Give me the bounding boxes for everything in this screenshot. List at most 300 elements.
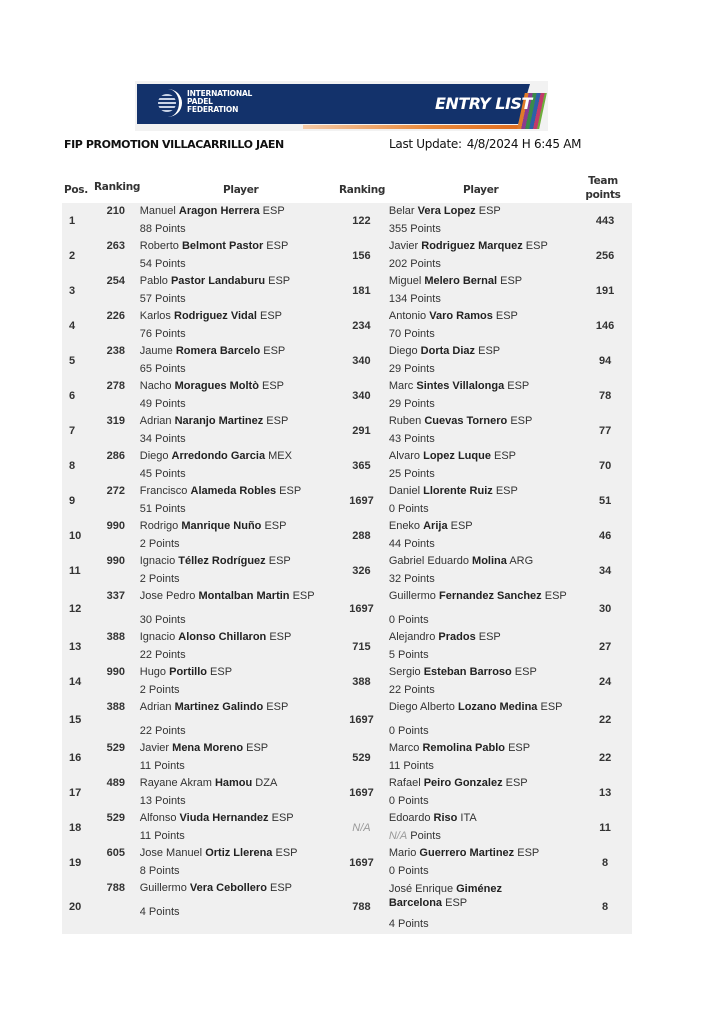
player1-last-name: Mena Moreno	[172, 742, 244, 754]
team-points-value: 94	[598, 354, 612, 367]
player2-points	[389, 793, 578, 811]
team-points-value: 34	[598, 564, 612, 577]
player1-nationality: ESP	[263, 240, 289, 252]
player2-name	[389, 343, 578, 361]
player1-name	[140, 740, 334, 758]
position-value: 4	[69, 319, 76, 332]
team-points	[578, 810, 632, 845]
player1-cell	[138, 308, 334, 343]
player2-first-name: Sergio	[388, 666, 424, 678]
position-value: 6	[69, 389, 76, 402]
player2-points	[389, 612, 578, 630]
player2-cell	[389, 448, 578, 483]
player2-cell	[389, 273, 578, 308]
player2-name	[389, 203, 578, 221]
team-points	[578, 203, 632, 238]
player2-name	[389, 588, 578, 606]
position-cell	[62, 629, 94, 664]
player1-nationality: ESP	[259, 205, 285, 217]
table-row	[62, 238, 632, 273]
player2-first-name: Alejandro	[388, 631, 439, 643]
player2-cell	[389, 413, 578, 448]
team-points-value: 46	[598, 529, 612, 542]
player1-cell	[138, 553, 334, 588]
player1-ranking-value: 990	[106, 555, 125, 567]
position-cell	[62, 810, 94, 845]
player2-nationality: ESP	[492, 310, 518, 322]
team-points-value: 22	[598, 751, 612, 764]
player2-cell	[389, 775, 578, 810]
player1-ranking	[94, 273, 138, 308]
player2-ranking-value: 326	[352, 564, 371, 577]
player2-cell	[389, 238, 578, 273]
player1-ranking	[94, 699, 138, 740]
player1-nationality: ESP	[266, 882, 292, 894]
player1-ranking	[94, 810, 138, 845]
player1-last-name: Hamou	[214, 777, 253, 789]
position-cell	[62, 483, 94, 518]
player1-points-text: 57 Points	[139, 292, 186, 305]
team-points	[578, 273, 632, 308]
position-cell	[62, 308, 94, 343]
player1-nationality: ESP	[266, 631, 292, 643]
table-row	[62, 880, 632, 934]
team-points	[578, 238, 632, 273]
table-row	[62, 448, 632, 483]
player2-points-text: 355 Points	[388, 222, 441, 235]
player2-cell	[389, 740, 578, 775]
table-row	[62, 664, 632, 699]
table-row	[62, 413, 632, 448]
team-points-value: 8	[602, 856, 609, 869]
player2-cell	[389, 629, 578, 664]
player1-points	[140, 793, 334, 811]
player1-ranking-value: 272	[106, 485, 125, 497]
player2-ranking	[334, 483, 389, 518]
player2-points	[389, 466, 578, 484]
player2-nationality: ESP	[442, 897, 468, 909]
player1-name	[140, 699, 334, 717]
player2-first-name: Eneko	[388, 520, 424, 532]
team-points	[578, 664, 632, 699]
player2-points-text: 43 Points	[388, 432, 435, 445]
player2-points	[389, 431, 578, 449]
player1-name	[140, 448, 334, 466]
team-points	[578, 413, 632, 448]
player2-points	[389, 916, 578, 934]
team-points	[578, 740, 632, 775]
player2-first-name: Diego	[388, 345, 421, 357]
header-ranking-1: Ranking	[94, 181, 141, 193]
player1-points-text: 88 Points	[139, 222, 186, 235]
player1-points	[140, 501, 334, 519]
player2-points	[389, 647, 578, 665]
team-points	[578, 699, 632, 740]
player2-points-text: 25 Points	[388, 467, 435, 480]
player2-ranking-value: 529	[352, 751, 371, 764]
position-cell	[62, 343, 94, 378]
player2-cell	[389, 664, 578, 699]
player2-cell	[389, 483, 578, 518]
player2-name	[389, 553, 578, 571]
player1-points-text: 45 Points	[139, 467, 186, 480]
player2-last-name: Barcelona	[388, 897, 443, 909]
fip-logo-icon	[155, 89, 183, 119]
player1-name	[140, 203, 334, 221]
position-cell	[62, 740, 94, 775]
table-row	[62, 553, 632, 588]
team-points	[578, 880, 632, 934]
player1-first-name: Javier	[139, 742, 173, 754]
player2-nationality: ESP	[475, 631, 501, 643]
player1-cell	[138, 483, 334, 518]
player1-last-name: Téllez Rodríguez	[178, 555, 266, 567]
position-cell	[62, 699, 94, 740]
last-update-label: Last Update:	[389, 137, 462, 151]
player1-cell	[138, 880, 334, 934]
player2-first-name: Marc	[388, 380, 417, 392]
position-value: 16	[69, 751, 82, 764]
player2-name	[389, 483, 578, 501]
player2-last-name: Cuevas Tornero	[424, 415, 508, 427]
player2-nationality: ESP	[502, 777, 528, 789]
team-points-value: 8	[602, 900, 609, 913]
player2-nationality: ESP	[511, 666, 537, 678]
header-player-2: Player	[463, 184, 499, 196]
team-points	[578, 553, 632, 588]
team-points	[578, 775, 632, 810]
player1-nationality: ESP	[276, 485, 302, 497]
player1-last-name: Moragues Moltò	[174, 380, 259, 392]
player2-name	[389, 238, 578, 256]
player2-cell	[389, 880, 578, 934]
player1-nationality: ESP	[243, 742, 269, 754]
player1-ranking-value: 278	[106, 380, 125, 392]
player1-points	[140, 466, 334, 484]
player2-first-name: Belar	[388, 205, 418, 217]
team-points	[578, 448, 632, 483]
banner-orange-stripe	[303, 125, 531, 129]
position-value: 5	[69, 354, 76, 367]
player1-ranking-value: 788	[106, 882, 125, 894]
player2-last-name: Giménez	[456, 883, 502, 895]
team-points	[578, 483, 632, 518]
player2-nationality: ESP	[522, 240, 548, 252]
player1-first-name: Rodrigo	[139, 520, 182, 532]
player1-first-name: Alfonso	[139, 812, 180, 824]
player1-points-text: 54 Points	[139, 257, 186, 270]
entry-list-table	[62, 203, 632, 934]
player1-nationality: MEX	[265, 450, 292, 462]
player1-last-name: Vera Cebollero	[189, 882, 267, 894]
team-points	[578, 518, 632, 553]
position-value: 1	[69, 214, 76, 227]
player1-last-name: Romera Barcelo	[175, 345, 261, 357]
player1-points-text: 65 Points	[139, 362, 186, 375]
player1-ranking	[94, 775, 138, 810]
player1-name	[140, 413, 334, 431]
player1-last-name: Manrique Nuño	[181, 520, 262, 532]
player1-first-name: Manuel	[139, 205, 179, 217]
player2-last-name: Remolina Pablo	[422, 742, 506, 754]
player1-last-name: Viuda Hernandez	[179, 812, 269, 824]
player2-points-label: Points	[407, 829, 441, 842]
player1-name	[140, 880, 334, 898]
position-value: 9	[69, 494, 76, 507]
player2-ranking	[334, 664, 389, 699]
player2-name	[389, 273, 578, 291]
player2-points-text: 0 Points	[388, 724, 429, 737]
player2-nationality: ESP	[497, 275, 523, 287]
player1-points	[140, 431, 334, 449]
player1-last-name: Pastor Landaburu	[170, 275, 266, 287]
team-points-value: 443	[595, 214, 615, 227]
player2-cell	[389, 378, 578, 413]
player2-last-name: Riso	[433, 812, 458, 824]
player2-last-name: Melero Bernal	[424, 275, 498, 287]
position-cell	[62, 518, 94, 553]
player2-name	[389, 880, 578, 910]
player1-name	[140, 238, 334, 256]
player2-nationality: ESP	[505, 742, 531, 754]
player1-cell	[138, 629, 334, 664]
player2-ranking-value: 1697	[349, 786, 374, 799]
player2-ranking	[334, 699, 389, 740]
player1-first-name: Adrian	[139, 701, 175, 713]
player1-last-name: Alonso Chillaron	[178, 631, 267, 643]
fip-logo-text	[187, 90, 252, 114]
player1-nationality: ESP	[263, 701, 289, 713]
player1-ranking	[94, 483, 138, 518]
player1-points-text: 8 Points	[139, 864, 180, 877]
player2-name	[389, 629, 578, 647]
table-row	[62, 740, 632, 775]
player1-first-name: Jaume	[139, 345, 176, 357]
player1-cell	[138, 413, 334, 448]
player1-points-text: 2 Points	[139, 572, 180, 585]
logo-line: FEDERATION	[187, 105, 239, 114]
player1-ranking-value: 990	[106, 666, 125, 678]
player1-points	[140, 326, 334, 344]
player1-first-name: Adrian	[139, 415, 175, 427]
player2-ranking-value: 1697	[349, 494, 374, 507]
position-cell	[62, 378, 94, 413]
position-cell	[62, 880, 94, 934]
team-points-value: 51	[598, 494, 612, 507]
player2-last-name: Vera Lopez	[417, 205, 476, 217]
player2-nationality: ESP	[447, 520, 473, 532]
position-cell	[62, 845, 94, 880]
player1-ranking-value: 337	[106, 590, 125, 602]
player1-nationality: ESP	[260, 345, 286, 357]
player1-name	[140, 629, 334, 647]
table-row	[62, 588, 632, 629]
player2-first-name: Ruben	[388, 415, 425, 427]
player1-ranking	[94, 378, 138, 413]
player1-points-text: 13 Points	[139, 794, 186, 807]
player1-points-text: 49 Points	[139, 397, 186, 410]
player2-points	[389, 536, 578, 554]
player2-first-name: Diego Alberto	[388, 701, 458, 713]
player2-nationality: ESP	[492, 485, 518, 497]
player1-points-text: 4 Points	[139, 905, 180, 918]
player2-ranking-value: 234	[352, 319, 371, 332]
player2-nationality: ESP	[541, 590, 567, 602]
player2-ranking-value: 156	[352, 249, 371, 262]
player1-cell	[138, 343, 334, 378]
player2-name	[389, 664, 578, 682]
player1-points-text: 2 Points	[139, 537, 180, 550]
table-row	[62, 775, 632, 810]
player1-points	[140, 828, 334, 846]
player2-points-text: 134 Points	[388, 292, 441, 305]
team-points	[578, 845, 632, 880]
player2-nationality: ESP	[475, 205, 501, 217]
player2-first-name: Edoardo	[388, 812, 434, 824]
position-value: 20	[69, 900, 82, 913]
table-row	[62, 343, 632, 378]
player2-first-name: Daniel	[388, 485, 424, 497]
player1-nationality: ESP	[263, 415, 289, 427]
player2-ranking	[334, 203, 389, 238]
player2-nationality: ITA	[457, 812, 477, 824]
player2-ranking	[334, 810, 389, 845]
player1-ranking-value: 388	[106, 701, 125, 713]
player1-points	[140, 682, 334, 700]
team-points-value: 24	[598, 675, 612, 688]
player2-ranking	[334, 588, 389, 629]
player2-nationality: ARG	[506, 555, 534, 567]
player1-name	[140, 378, 334, 396]
player1-ranking-value: 286	[106, 450, 125, 462]
logo-line: INTERNATIONAL	[187, 89, 253, 98]
player1-cell	[138, 810, 334, 845]
player2-points	[389, 571, 578, 589]
player2-last-name: Guerrero Martinez	[419, 847, 515, 859]
player2-nationality: ESP	[514, 847, 540, 859]
banner-title: ENTRY LIST	[435, 94, 532, 113]
player2-points-text: 5 Points	[388, 648, 429, 661]
player1-last-name: Naranjo Martinez	[174, 415, 264, 427]
player2-last-name: Rodriguez Marquez	[421, 240, 523, 252]
player2-ranking-value: 365	[352, 459, 371, 472]
player2-points	[389, 758, 578, 776]
player2-ranking-value: 181	[352, 284, 371, 297]
player1-points	[140, 396, 334, 414]
player2-first-name: Marco	[388, 742, 423, 754]
player2-points-value: N/A	[388, 829, 408, 842]
player2-ranking-value: 340	[352, 354, 371, 367]
position-value: 17	[69, 786, 82, 799]
player1-points-text: 11 Points	[139, 759, 185, 772]
player1-nationality: ESP	[272, 847, 298, 859]
player1-first-name: Karlos	[139, 310, 174, 322]
player1-ranking	[94, 448, 138, 483]
player2-ranking	[334, 518, 389, 553]
player1-nationality: ESP	[258, 380, 285, 392]
player1-cell	[138, 740, 334, 775]
last-update	[389, 137, 581, 151]
player1-first-name: Nacho	[139, 380, 175, 392]
player2-first-name: Alvaro	[388, 450, 424, 462]
player2-ranking-value: N/A	[352, 821, 371, 834]
player1-ranking-value: 263	[106, 240, 125, 252]
player1-cell	[138, 448, 334, 483]
player1-first-name: Jose Manuel	[139, 847, 206, 859]
player1-points-text: 30 Points	[139, 613, 186, 626]
header-ranking-2: Ranking	[339, 184, 386, 196]
player2-name	[389, 378, 578, 396]
team-points-value: 70	[598, 459, 612, 472]
player1-ranking	[94, 845, 138, 880]
player2-ranking	[334, 880, 389, 934]
player1-last-name: Alameda Robles	[190, 485, 277, 497]
player2-ranking-value: 288	[352, 529, 371, 542]
player1-name	[140, 518, 334, 536]
table-row	[62, 483, 632, 518]
team-points-value: 11	[599, 821, 611, 834]
player2-cell	[389, 343, 578, 378]
player1-name	[140, 553, 334, 571]
player1-nationality: ESP	[265, 555, 291, 567]
player2-ranking-value: 1697	[349, 713, 374, 726]
player2-ranking	[334, 775, 389, 810]
player1-first-name: Ignacio	[139, 555, 179, 567]
player1-points-text: 51 Points	[139, 502, 186, 515]
player2-ranking-value: 715	[352, 640, 371, 653]
player2-last-name: Molina	[472, 555, 507, 567]
player2-points-text: 0 Points	[388, 864, 429, 877]
player2-points-text: 202 Points	[388, 257, 441, 270]
position-cell	[62, 413, 94, 448]
player1-points	[140, 571, 334, 589]
team-points-value: 27	[598, 640, 612, 653]
player1-ranking-value: 319	[106, 415, 125, 427]
player1-nationality: DZA	[252, 777, 278, 789]
player1-points-text: 11 Points	[139, 829, 185, 842]
player2-ranking	[334, 378, 389, 413]
player2-ranking	[334, 343, 389, 378]
player2-nationality: ESP	[490, 450, 517, 462]
player1-nationality: ESP	[268, 812, 294, 824]
player2-ranking	[334, 629, 389, 664]
player1-points	[140, 904, 334, 922]
player2-name	[389, 699, 578, 717]
player1-points	[140, 647, 334, 665]
player2-first-name: Miguel	[388, 275, 425, 287]
player2-first-name: Javier	[388, 240, 422, 252]
player1-ranking	[94, 238, 138, 273]
player1-ranking	[94, 664, 138, 699]
player1-ranking-value: 210	[106, 205, 125, 217]
player1-name	[140, 273, 334, 291]
player2-nationality: ESP	[475, 345, 501, 357]
table-row	[62, 699, 632, 740]
player1-name	[140, 483, 334, 501]
player2-name	[389, 775, 578, 793]
position-value: 15	[69, 713, 82, 726]
player1-first-name: Hugo	[139, 666, 170, 678]
player1-points-text: 76 Points	[139, 327, 186, 340]
player2-points-text: 22 Points	[388, 683, 435, 696]
player1-points-text: 34 Points	[139, 432, 186, 445]
team-points-value: 30	[598, 602, 612, 615]
player1-points	[140, 536, 334, 554]
player1-first-name: Guillermo	[139, 882, 190, 894]
player2-ranking	[334, 448, 389, 483]
player2-points-text: 32 Points	[388, 572, 435, 585]
position-value: 3	[69, 284, 76, 297]
